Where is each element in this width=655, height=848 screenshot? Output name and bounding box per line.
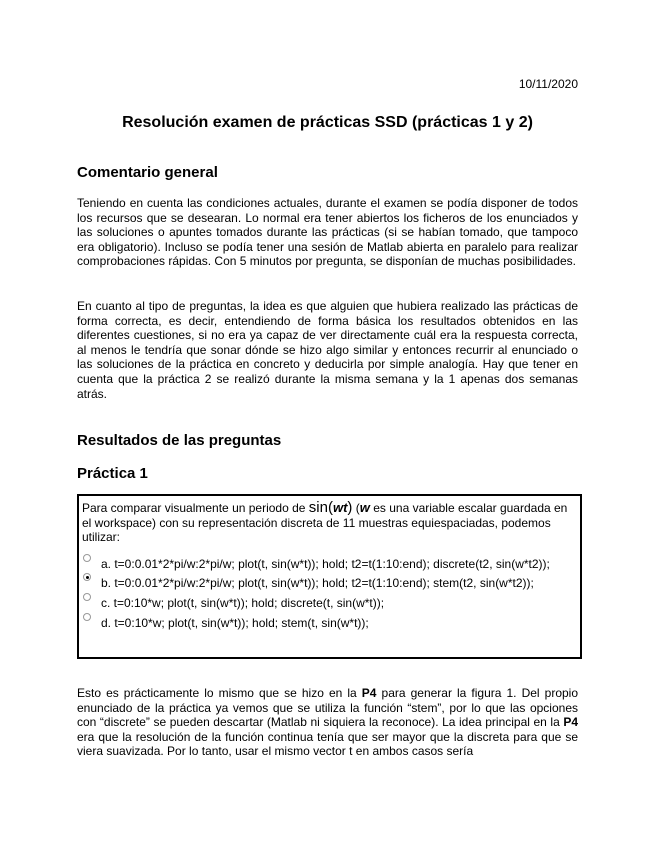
answer-option-b[interactable] [82,576,577,591]
paragraph-general-1: Teniendo en cuenta las condiciones actuales, durante el examen se podía disponer de todos los recursos que se desearan. Lo normal era tener abiertos los ficheros de los enunciados y las soluciones o apuntes tomados durante las prácticas (si se habían tomado, que tampoco era obligatorio). Incluso se podía tener una sesión de Matlab abierta en paralelo para realizar comprobaciones rápidas. Con 5 minutos por pregunta, se disponían de muchas posibilidades. [77,196,578,269]
answer-options [82,557,577,630]
paragraph-explanation: Esto es prácticamente lo mismo que se hizo en la P4 para generar la figura 1. Del propio enunciado de la práctica ya vemos que se utiliza la función “stem”, por lo que las opciones con “discrete” se pueden descartar (Matlab ni siquiera la reconoce). La idea principal en la P4 era que la resolución de la función continua tenía que ser mayor que la discreta para que se viera suavizada. Por lo tanto, usar el mismo vector t en ambos casos sería [77,686,579,759]
document-title: Resolución examen de prácticas SSD (prácticas 1 y 2) [122,114,533,131]
section-heading-results: Resultados de las preguntas [77,432,282,449]
section-heading-practica-1: Práctica 1 [77,465,148,482]
question-box [77,494,582,659]
answer-option-label: b. t=0:0.01*2*pi/w:2*pi/w; plot(t, sin(w*t)); hold; t2=t(1:10:end); stem(t2, sin(w*t2)); [101,576,534,591]
question-text: Para comparar visualmente un periodo de sin(wt) (w es una variable escalar guardada en el workspace) con su representación discreta de 11 muestras equiespaciadas, podemos utilizar: [82,499,568,545]
radio-icon[interactable] [83,593,91,601]
answer-option-label: c. t=0:10*w; plot(t, sin(w*t)); hold; discrete(t, sin(w*t)); [101,595,385,610]
radio-icon[interactable] [83,613,91,621]
answer-option-c[interactable] [82,596,577,611]
answer-option-label: a. t=0:0.01*2*pi/w:2*pi/w; plot(t, sin(w*t)); hold; t2=t(1:10:end); discrete(t2, sin(w*t2)); [101,556,550,571]
section-heading-general: Comentario general [77,164,218,181]
answer-option-d[interactable] [82,616,577,631]
paragraph-general-2: En cuanto al tipo de preguntas, la idea es que alguien que hubiera realizado las prácticas de forma correcta, es decir, entendiendo de forma básica los resultados obtenidos en las diferentes cuestiones, si no era ya capaz de ver directamente cuál era la respuesta correcta, al menos le tendría que sonar dónde se hizo algo similar y entonces recurrir al enunciado o las soluciones de la práctica en concreto y deducirla por simple analogía. Hay que tener en cuenta que la práctica 2 se realizó durante la misma semana y la 1 apenas dos semanas atrás. [77,299,578,401]
answer-option-a[interactable] [82,557,577,572]
answer-option-label: d. t=0:10*w; plot(t, sin(w*t)); hold; stem(t, sin(w*t)); [101,615,369,630]
radio-icon[interactable] [83,554,91,562]
document-date: 10/11/2020 [518,77,578,91]
